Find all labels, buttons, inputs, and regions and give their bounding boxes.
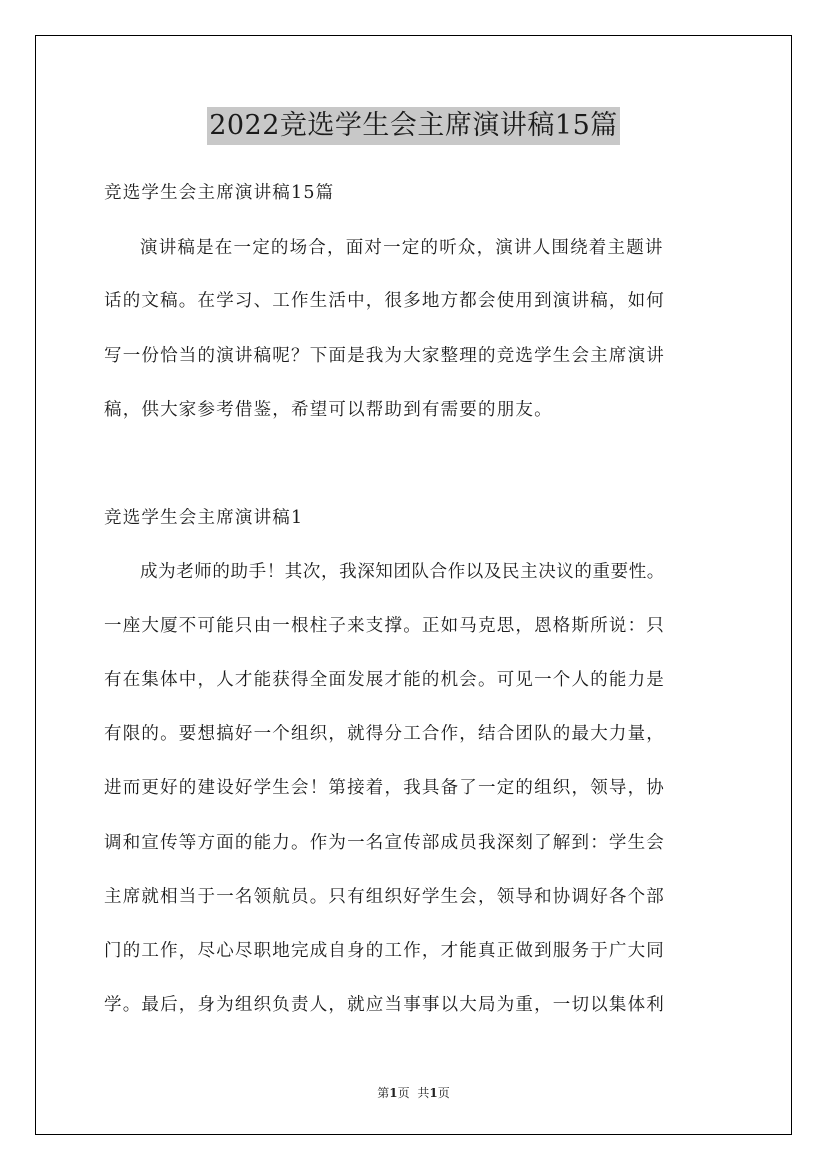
footer-total-number: 1 <box>429 1086 438 1100</box>
body-line-1: 成为老师的助手！其次，我深知团队合作以及民主决议的重要性。 <box>140 562 665 582</box>
body-line-7: 主席就相当于一名领航员。只有组织好学生会，领导和协调好各个部 <box>104 887 665 907</box>
document-subtitle: 竞选学生会主席演讲稿15篇 <box>104 183 335 203</box>
body-line-8: 门的工作，尽心尽职地完成自身的工作，才能真正做到服务于广大同 <box>104 941 665 961</box>
body-line-5: 进而更好的建设好学生会！第接着，我具备了一定的组织，领导，协 <box>104 778 665 798</box>
body-line-4: 有限的。要想搞好一个组织，就得分工合作，结合团队的最大力量， <box>104 724 665 744</box>
body-line-3: 有在集体中，人才能获得全面发展才能的机会。可见一个人的能力是 <box>104 670 665 690</box>
footer-total-prefix: 共 <box>417 1086 430 1100</box>
footer-page-number: 1 <box>389 1086 398 1100</box>
intro-line-4: 稿，供大家参考借鉴，希望可以帮助到有需要的朋友。 <box>104 400 553 420</box>
intro-line-1: 演讲稿是在一定的场合，面对一定的听众，演讲人围绕着主题讲 <box>140 238 664 258</box>
section-heading: 竞选学生会主席演讲稿1 <box>104 508 304 528</box>
body-line-2: 一座大厦不可能只由一根柱子来支撑。正如马克思，恩格斯所说：只 <box>104 616 665 636</box>
body-line-6: 调和宣传等方面的能力。作为一名宣传部成员我深刻了解到：学生会 <box>104 833 665 853</box>
document-title <box>0 104 827 145</box>
page-footer <box>0 1085 827 1101</box>
body-line-9: 学。最后，身为组织负责人，就应当事事以大局为重，一切以集体利 <box>104 995 665 1015</box>
intro-line-3: 写一份恰当的演讲稿呢？下面是我为大家整理的竞选学生会主席演讲 <box>104 346 665 366</box>
footer-page-prefix: 第 <box>377 1086 390 1100</box>
footer-total-suffix: 页 <box>437 1086 450 1100</box>
footer-page-suffix: 页 <box>397 1086 410 1100</box>
document-title-text: 2022竞选学生会主席演讲稿15篇 <box>207 107 620 145</box>
intro-line-2: 话的文稿。在学习、工作生活中，很多地方都会使用到演讲稿，如何 <box>104 291 665 311</box>
